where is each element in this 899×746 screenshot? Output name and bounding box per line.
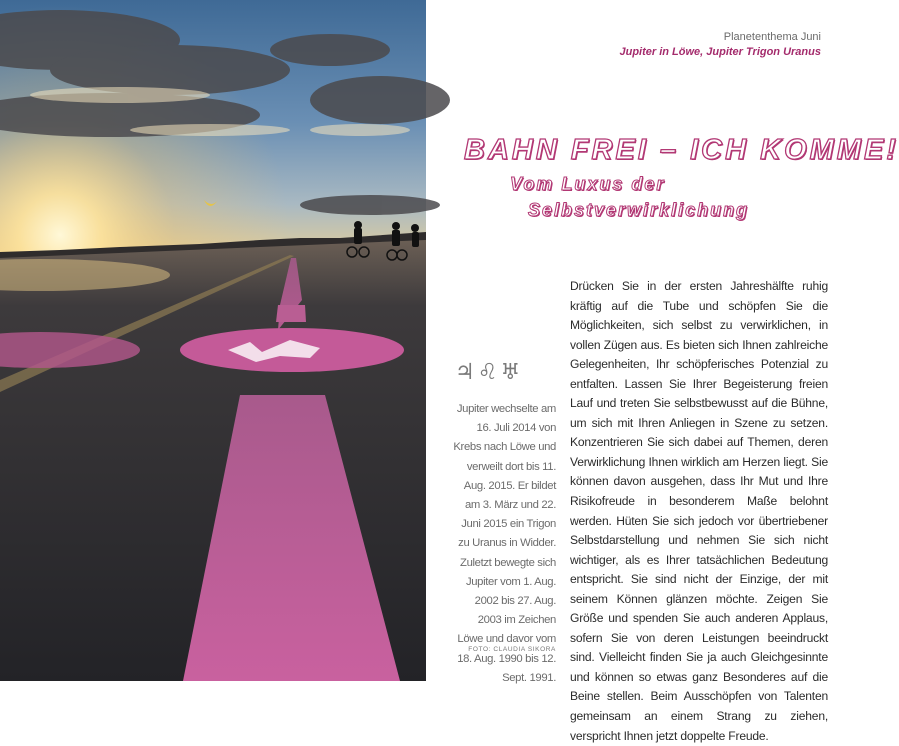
astrology-symbols: ♃♌♅: [455, 360, 524, 385]
article-subline-line1: Vom Luxus der: [510, 174, 666, 194]
side-note: Jupiter wechselte am 16. Juli 2014 von Krebs nach Löwe und verweilt dort bis 11. Aug. 2015. Er bildet am 3. März und 22. Juni 2015 ein Trigon zu Uranus in Widder. Zuletzt bewegte sich Jupiter vom 1. Aug. 2002 bis 27. Aug. 2003 im Zeichen Löwe und davor vom 18. Aug. 1990 bis 12. Sept. 1991.: [453, 403, 556, 684]
runway-sunset-illustration: [0, 0, 426, 681]
article-subline-line2: Selbstverwirklichung: [528, 200, 750, 220]
running-head-subtopic: Jupiter in Löwe, Jupiter Trigon Uranus: [619, 45, 821, 58]
article-body-paragraph: Drücken Sie in der ersten Jahreshälfte ruhig kräftig auf die Tube und schöpfen Sie die Möglichkeiten, sich selbst zu verwirklichen, in vollen Zügen aus. Es bieten sich Ihnen zahlreiche Gelegenheiten, Ihr schöpferisches Potenzial zu entfalten. Lassen Sie Ihrer Begeisterung freien Lauf und treten Sie selbstbewusst auf die Bühne, um sich mit Ihren Anliegen in Szene zu setzen. Konzentrieren Sie sich dabei auf Themen, deren Verwirklichung Ihnen wirklich am Herzen liegt. Sie können davon ausgehen, dass Ihr Mut und Ihre Risikofreude in besonderem Maße belohnt werden. Hüten Sie sich jedoch vor übertriebener Selbstdarstellung und nehmen Sie sich nicht wichtiger, als es Ihrer tatsächlichen Bedeutung entspricht. Sie sind nicht der Einzige, der mit seinem Können glänzen möchte. Zeigen Sie Größe und spenden Sie auch anderen Applaus, sofern Sie von deren Leistungen beeindruckt sind. Vielleicht finden Sie ja auch Gleichgesinnte und können so etwas ganz Besonderes auf die Beine stellen. Beim Ausschöpfen von Talenten gemeinsam an einem Strang zu ziehen, verspricht Ihnen jetzt doppelte Freude.: [570, 279, 828, 743]
running-head: [620, 30, 822, 60]
running-head-topic: Planetenthema Juni: [723, 31, 821, 43]
photo-credit: FOTO: CLAUDIA SIKORA: [468, 646, 556, 653]
article-headline: BAHN FREI – ICH KOMME!: [464, 134, 899, 166]
article-body: [570, 277, 828, 746]
cover-photo: [0, 0, 426, 681]
